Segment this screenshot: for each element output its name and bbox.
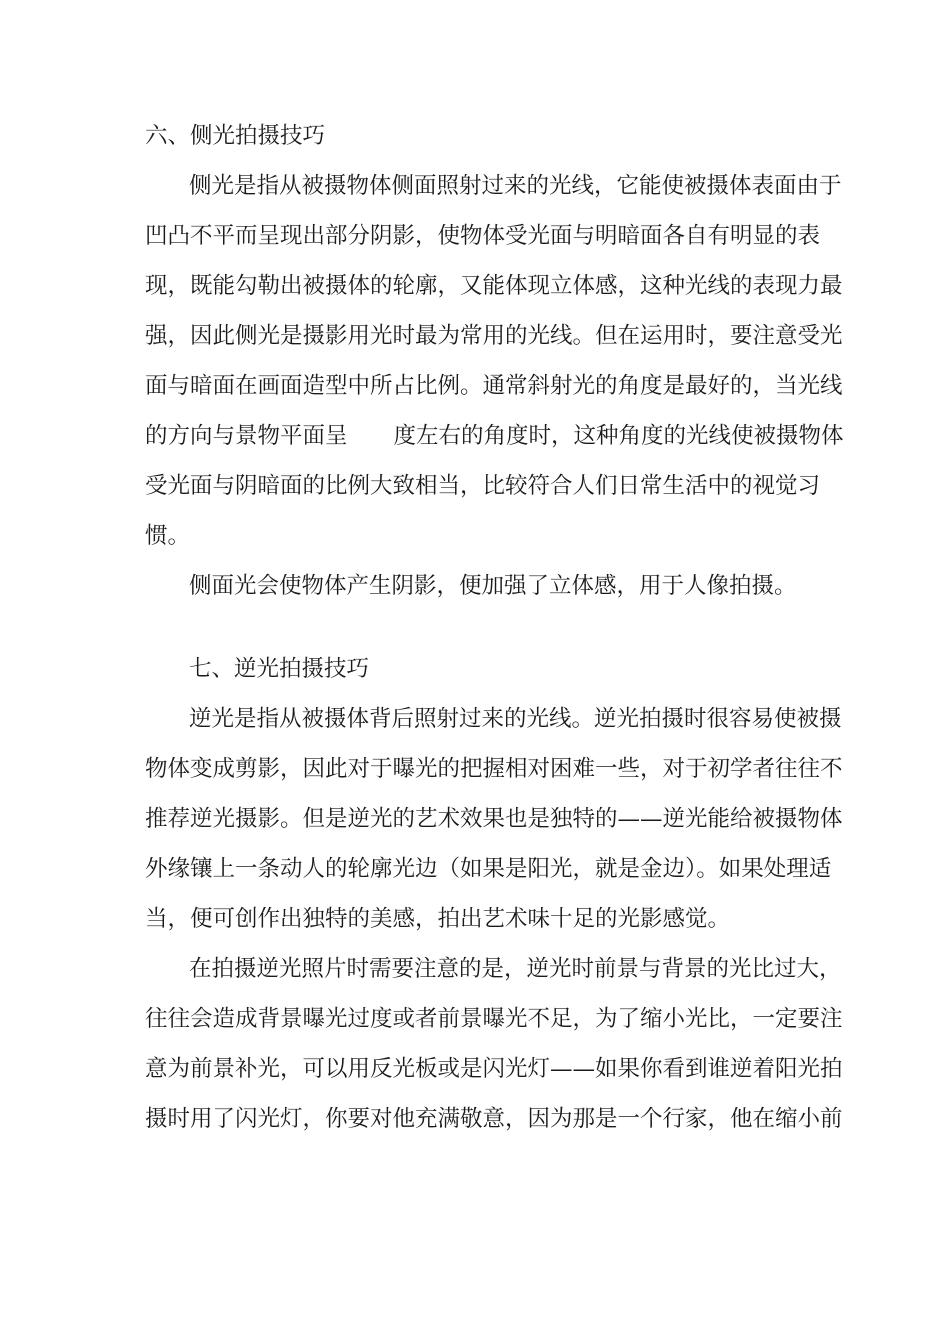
paragraph-line: 物体变成剪影，因此对于曝光的把握相对困难一些，对于初学者往往不 [145, 756, 843, 782]
paragraph-line-with-gap [145, 421, 844, 451]
paragraph-line-part: 度左右的角度时，这种角度的光线使被摄物体 [393, 423, 844, 449]
paragraph-line: 面与暗面在画面造型中所占比例。通常斜射光的角度是最好的，当光线 [145, 373, 843, 399]
section-heading-side-light: 六、侧光拍摄技巧 [145, 123, 326, 149]
paragraph-line-part: 的方向与景物平面呈 [145, 423, 348, 449]
paragraph-line: 往往会造成背景曝光过度或者前景曝光不足，为了缩小光比，一定要注 [145, 1006, 843, 1032]
paragraph-line: 外缘镶上一条动人的轮廓光边（如果是阳光，就是金边）。如果处理适 [145, 856, 832, 882]
section-heading-back-light: 七、逆光拍摄技巧 [189, 656, 370, 682]
paragraph-line: 受光面与阴暗面的比例大致相当，比较符合人们日常生活中的视觉习 [145, 473, 821, 499]
paragraph-line: 推荐逆光摄影。但是逆光的艺术效果也是独特的——逆光能给被摄物体 [145, 806, 843, 832]
paragraph-line: 侧面光会使物体产生阴影，便加强了立体感，用于人像拍摄。 [189, 573, 797, 599]
paragraph-line: 摄时用了闪光灯，你要对他充满敬意，因为那是一个行家，他在缩小前 [145, 1106, 843, 1132]
paragraph-line: 强，因此侧光是摄影用光时最为常用的光线。但在运用时，要注意受光 [145, 323, 843, 349]
paragraph-line: 侧光是指从被摄物体侧面照射过来的光线，它能使被摄体表面由于 [189, 173, 842, 199]
paragraph-line: 逆光是指从被摄体背后照射过来的光线。逆光拍摄时很容易使被摄 [189, 706, 842, 732]
paragraph-line: 现，既能勾勒出被摄体的轮廓，又能体现立体感，这种光线的表现力最 [145, 273, 843, 299]
paragraph-line: 意为前景补光，可以用反光板或是闪光灯——如果你看到谁逆着阳光拍 [145, 1056, 843, 1082]
paragraph-line: 凹凸不平而呈现出部分阴影，使物体受光面与明暗面各自有明显的表 [145, 223, 821, 249]
paragraph-line: 当，便可创作出独特的美感，拍出艺术味十足的光影感觉。 [145, 906, 731, 932]
paragraph-line: 在拍摄逆光照片时需要注意的是，逆光时前景与背景的光比过大， [189, 956, 842, 982]
paragraph-line: 惯。 [145, 523, 191, 549]
